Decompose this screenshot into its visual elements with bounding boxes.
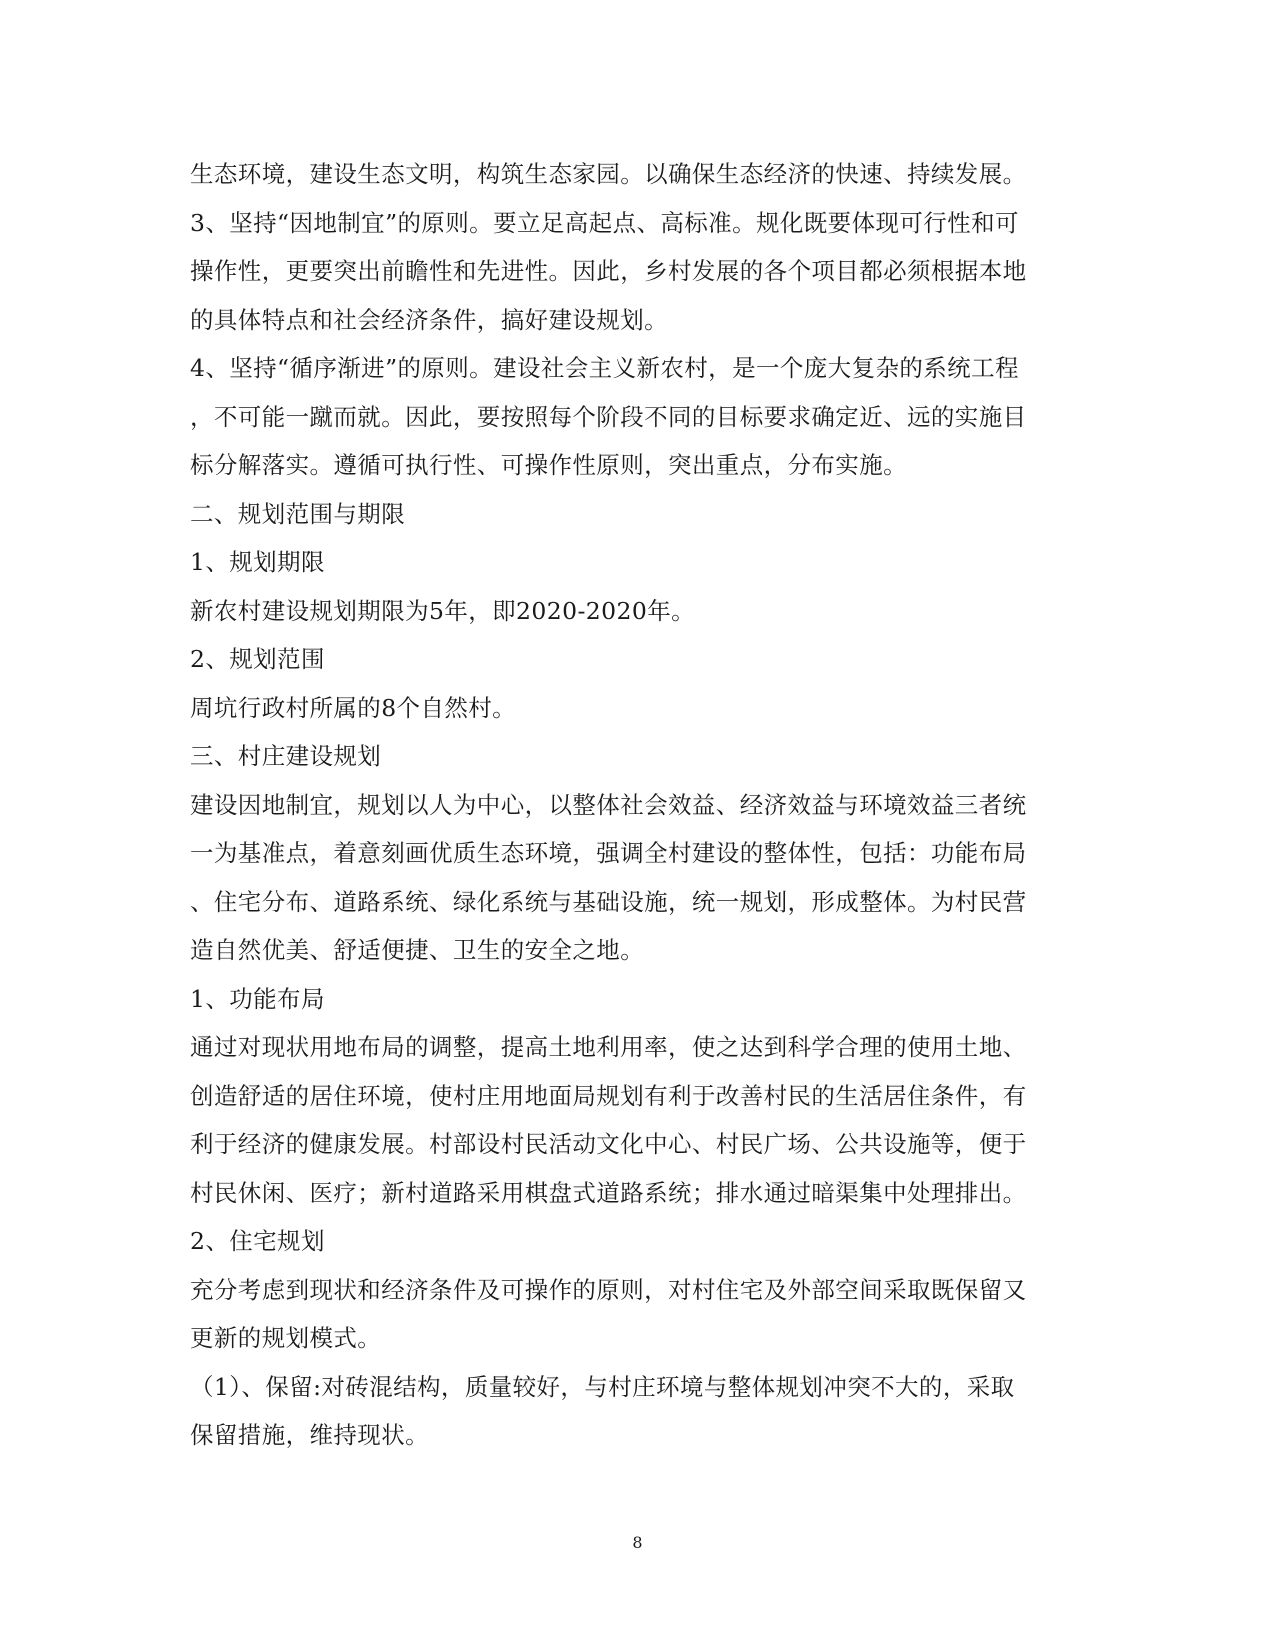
page-number: 8 <box>632 1533 643 1552</box>
text-line: 保留措施，维持现状。 <box>190 1421 429 1449</box>
text-line: 利于经济的健康发展。村部设村民活动文化中心、村民广场、公共设施等，便于 <box>190 1130 1027 1158</box>
section-heading: 三、村庄建设规划 <box>190 742 382 770</box>
text-line: 生态环境，建设生态文明，构筑生态家园。以确保生态经济的快速、持续发展。 <box>190 160 1027 188</box>
text-line: 建设因地制宜，规划以人为中心，以整体社会效益、经济效益与环境效益三者统 <box>190 790 1027 819</box>
body-text <box>190 150 1090 1460</box>
text-line: 的具体特点和社会经济条件，搞好建设规划。 <box>190 305 668 334</box>
subsection-heading: 2、规划范围 <box>190 645 325 673</box>
text-line: 新农村建设规划期限为5年，即2020-2020年。 <box>190 596 696 625</box>
text-line: 村民休闲、医疗；新村道路采用棋盘式道路系统；排水通过暗渠集中处理排出。 <box>190 1178 1027 1207</box>
subsection-heading: 1、功能布局 <box>190 984 325 1013</box>
text-line: 周坑行政村所属的8个自然村。 <box>190 693 517 722</box>
text-line: 标分解落实。遵循可执行性、可操作性原则，突出重点，分布实施。 <box>190 451 907 479</box>
text-line: 创造舒适的居住环境，使村庄用地面局规划有利于改善村民的生活居住条件，有 <box>190 1081 1027 1110</box>
text-line: （1）、保留:对砖混结构，质量较好，与村庄环境与整体规划冲突不大的，采取 <box>190 1372 1015 1401</box>
subsection-heading: 1、规划期限 <box>190 548 325 576</box>
text-line: 通过对现状用地布局的调整，提高土地利用率，使之达到科学合理的使用土地、 <box>190 1033 1027 1061</box>
text-line: 更新的规划模式。 <box>190 1324 382 1352</box>
text-line: ，不可能一蹴而就。因此，要按照每个阶段不同的目标要求确定近、远的实施目 <box>190 402 1027 431</box>
text-line: 4、坚持“循序渐进”的原则。建设社会主义新农村，是一个庞大复杂的系统工程 <box>190 354 1019 382</box>
text-line: 充分考虑到现状和经济条件及可操作的原则，对村住宅及外部空间采取既保留又 <box>190 1275 1027 1304</box>
subsection-heading: 2、住宅规划 <box>190 1227 325 1255</box>
text-line: 造自然优美、舒适便捷、卫生的安全之地。 <box>190 936 645 964</box>
text-line: 、住宅分布、道路系统、绿化系统与基础设施，统一规划，形成整体。为村民营 <box>190 887 1027 916</box>
section-heading: 二、规划范围与期限 <box>190 499 406 528</box>
text-line: 一为基准点，着意刻画优质生态环境，强调全村建设的整体性，包括：功能布局 <box>190 839 1027 867</box>
text-line: 操作性，更要突出前瞻性和先进性。因此，乡村发展的各个项目都必须根据本地 <box>190 257 1027 285</box>
text-line: 3、坚持“因地制宜”的原则。要立足高起点、高标准。规化既要体现可行性和可 <box>190 208 1019 237</box>
